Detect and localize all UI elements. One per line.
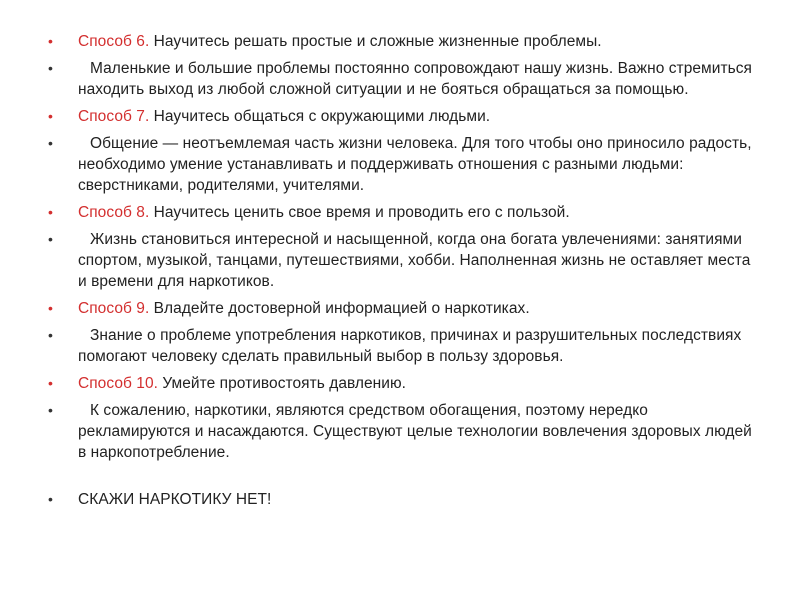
bullet-icon: • — [48, 204, 53, 220]
bullet-icon: • — [48, 108, 53, 124]
bullet-icon: • — [48, 327, 53, 343]
bullet-icon: • — [48, 300, 53, 316]
list-item-method-6 — [48, 31, 760, 52]
list-item-method-10 — [48, 373, 760, 394]
list-item-method-10-body — [48, 400, 760, 463]
list-item-method-8-body — [48, 229, 760, 292]
list-item-method-6-body — [48, 58, 760, 100]
bullet-icon: • — [48, 402, 53, 418]
method-label: Способ 6. — [78, 33, 150, 50]
method-label: Способ 8. — [78, 204, 150, 221]
method-title: Научитесь решать простые и сложные жизненные проблемы. — [149, 33, 602, 50]
method-title: Владейте достоверной информацией о наркотиках. — [149, 300, 530, 317]
list-item-method-8 — [48, 202, 760, 223]
method-label: Способ 9. — [78, 300, 150, 317]
list-item-method-9 — [48, 298, 760, 319]
bullet-icon: • — [48, 135, 53, 151]
bullet-icon: • — [48, 231, 53, 247]
method-description: Общение — неотъемлемая часть жизни человека. Для того чтобы оно приносило радость, необходимо умение устанавливать и поддерживать отношения с разными людьми: сверстниками, родителями, учителями. — [78, 135, 752, 194]
method-title: Научитесь общаться с окружающими людьми. — [149, 108, 491, 125]
bullet-icon: • — [48, 375, 53, 391]
closing-slogan: СКАЖИ НАРКОТИКУ НЕТ! — [78, 491, 272, 508]
list-item-method-7 — [48, 106, 760, 127]
bullet-icon: • — [48, 33, 53, 49]
bullet-icon: • — [48, 60, 53, 76]
bullet-list — [48, 31, 760, 516]
bullet-icon: • — [48, 491, 53, 507]
method-title: Умейте противостоять давлению. — [157, 375, 407, 392]
method-description: К сожалению, наркотики, являются средством обогащения, поэтому нередко рекламируются и насаждаются. Существуют целые технологии вовлечения здоровых людей в наркопотребление. — [78, 402, 752, 461]
list-item-method-7-body — [48, 133, 760, 196]
method-label: Способ 7. — [78, 108, 150, 125]
list-item-method-9-body — [48, 325, 760, 367]
method-title: Научитесь ценить свое время и проводить его с пользой. — [149, 204, 570, 221]
method-description: Маленькие и большие проблемы постоянно сопровождают нашу жизнь. Важно стремиться находить выход из любой сложной ситуации и не бояться обращаться за помощью. — [78, 60, 752, 98]
method-description: Жизнь становиться интересной и насыщенной, когда она богата увлечениями: занятиями спортом, музыкой, танцами, путешествиями, хобби. Наполненная жизнь не оставляет места и времени для наркотиков. — [78, 231, 751, 290]
method-label: Способ 10. — [78, 375, 158, 392]
list-item-closing-slogan — [48, 489, 760, 510]
method-description: Знание о проблеме употребления наркотиков, причинах и разрушительных последствиях помогают человеку сделать правильный выбор в пользу здоровья. — [78, 327, 742, 365]
